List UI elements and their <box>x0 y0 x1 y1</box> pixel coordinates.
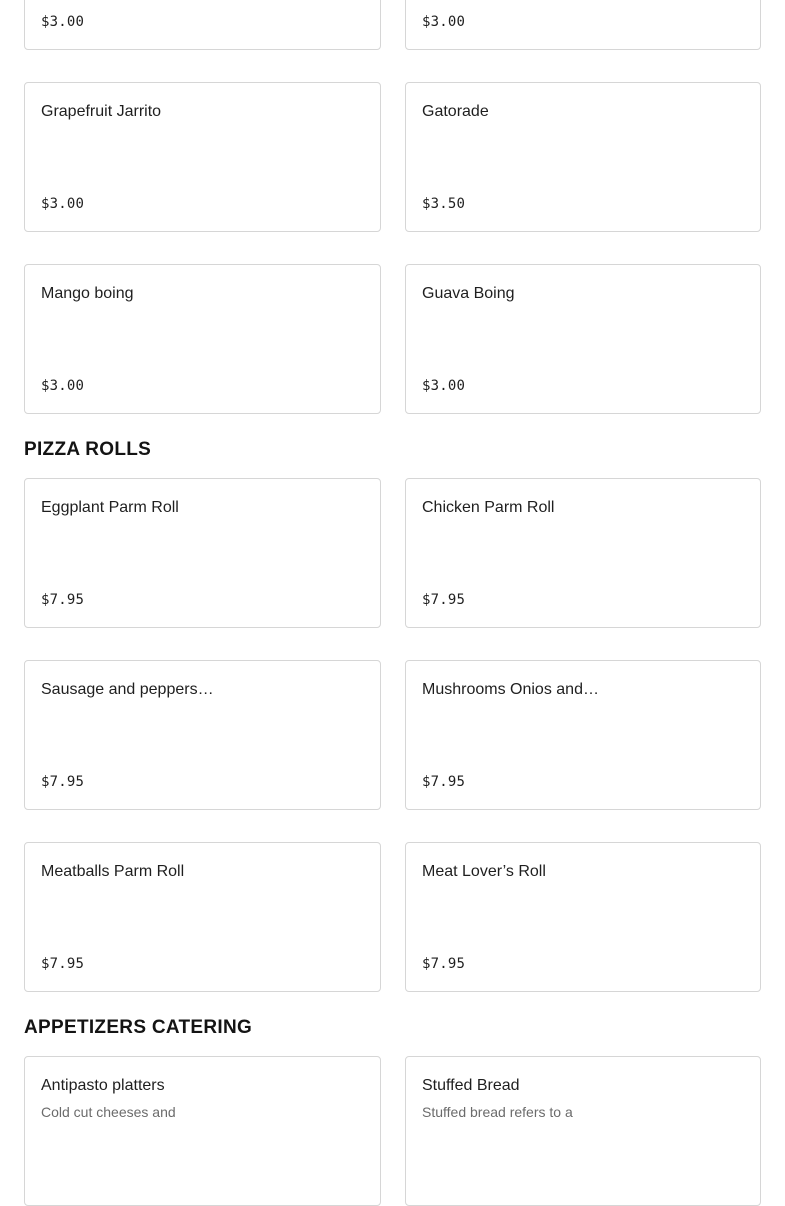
item-price: $7.95 <box>422 774 466 790</box>
item-price: $7.95 <box>41 592 85 608</box>
item-price: $7.95 <box>422 592 466 608</box>
item-name: Mushrooms Onios and… <box>422 681 599 698</box>
item-price: $3.00 <box>41 14 85 30</box>
item-name: Guava Boing <box>422 285 515 302</box>
item-name: Gatorade <box>422 103 489 120</box>
item-name: Antipasto platters <box>41 1077 165 1094</box>
item-price: $7.95 <box>422 956 466 972</box>
menu-item-card[interactable] <box>405 264 761 414</box>
item-name: Chicken Parm Roll <box>422 499 555 516</box>
item-name: Meatballs Parm Roll <box>41 863 185 880</box>
item-price: $3.00 <box>41 196 85 212</box>
item-name: Grapefruit Jarrito <box>41 103 162 120</box>
item-price: $7.95 <box>41 774 85 790</box>
item-description: Cold cut cheeses and <box>41 1104 176 1120</box>
item-name: Sausage and peppers… <box>41 681 214 698</box>
section-title-pizza-rolls: PIZZA ROLLS <box>24 439 152 460</box>
item-price: $3.00 <box>422 378 466 394</box>
menu-item-card[interactable] <box>405 842 761 992</box>
menu-item-card[interactable] <box>24 660 381 810</box>
item-name: Mango boing <box>41 285 134 302</box>
section-title-appetizers-catering: APPETIZERS CATERING <box>24 1017 253 1038</box>
menu-item-card[interactable] <box>405 1056 761 1206</box>
menu-item-card[interactable] <box>24 82 381 232</box>
item-price: $3.00 <box>41 378 85 394</box>
menu-item-card[interactable] <box>24 1056 381 1206</box>
item-name: Meat Lover’s Roll <box>422 863 546 880</box>
menu-item-card[interactable] <box>24 478 381 628</box>
item-name: Eggplant Parm Roll <box>41 499 179 516</box>
menu-item-card[interactable] <box>24 842 381 992</box>
item-name: Stuffed Bread <box>422 1077 520 1094</box>
menu-item-card[interactable] <box>405 660 761 810</box>
item-price: $7.95 <box>41 956 85 972</box>
menu-item-card[interactable] <box>405 478 761 628</box>
item-description: Stuffed bread refers to a <box>422 1104 573 1120</box>
menu-item-card[interactable] <box>405 0 761 50</box>
menu-item-card[interactable] <box>24 264 381 414</box>
menu-item-card[interactable] <box>405 82 761 232</box>
menu-item-card[interactable] <box>24 0 381 50</box>
item-price: $3.00 <box>422 14 466 30</box>
item-price: $3.50 <box>422 196 466 212</box>
